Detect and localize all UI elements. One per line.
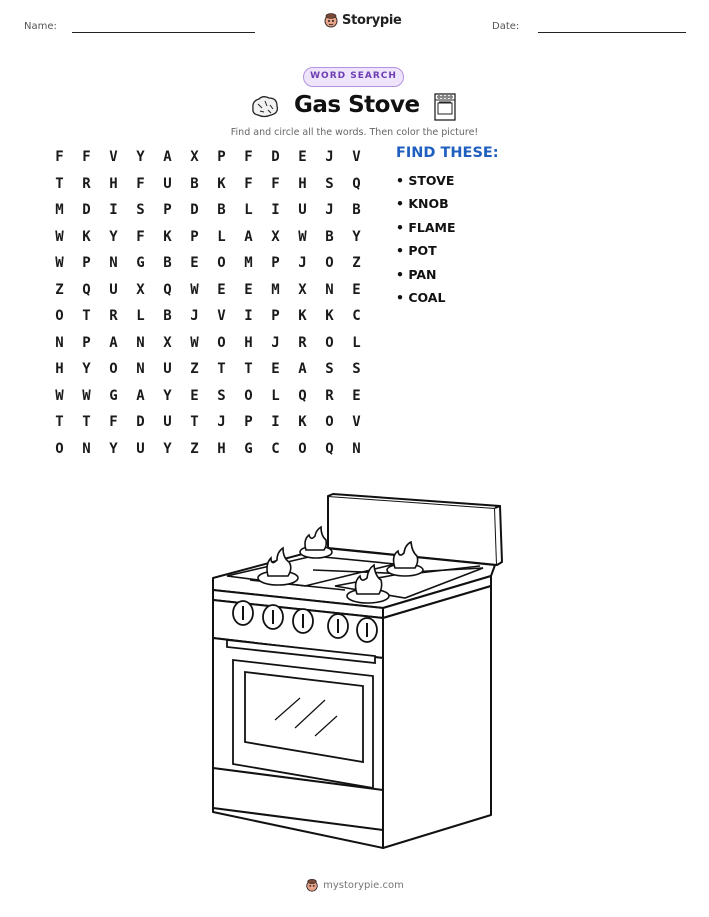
grid-letter[interactable]: L <box>136 308 145 324</box>
grid-letter[interactable]: W <box>82 387 91 404</box>
grid-letter[interactable]: M <box>244 255 253 271</box>
page-title: Gas Stove <box>294 92 420 118</box>
name-field-line[interactable] <box>72 32 255 33</box>
grid-letter[interactable]: F <box>136 175 145 192</box>
grid-letter[interactable]: K <box>163 228 172 245</box>
brand-logo <box>323 12 402 28</box>
gas-stove-coloring-picture <box>205 490 505 850</box>
grid-letter[interactable]: H <box>55 361 64 377</box>
grid-letter[interactable]: U <box>163 175 172 192</box>
grid-letter[interactable]: E <box>298 149 307 165</box>
grid-letter[interactable]: B <box>163 255 172 271</box>
grid-letter[interactable]: D <box>136 414 145 430</box>
word-list-item: • PAN <box>396 266 437 282</box>
grid-letter[interactable]: D <box>82 202 91 218</box>
grid-letter[interactable]: V <box>352 414 361 430</box>
word-list-item: • COAL <box>396 289 446 305</box>
word-search-grid[interactable] <box>46 146 370 464</box>
grid-letter[interactable]: N <box>109 255 118 271</box>
grid-letter[interactable]: Q <box>163 281 172 298</box>
grid-letter[interactable]: F <box>109 414 118 430</box>
grid-letter[interactable]: S <box>136 202 145 218</box>
instructions: Find and circle all the words. Then color the picture! <box>230 127 479 138</box>
grid-letter[interactable]: U <box>298 202 307 218</box>
grid-letter[interactable]: P <box>82 334 91 351</box>
grid-letter[interactable]: Y <box>352 228 361 245</box>
grid-letter[interactable]: G <box>109 387 118 404</box>
grid-letter[interactable]: D <box>271 149 280 165</box>
word-list-item: • FLAME <box>396 219 456 235</box>
grid-letter[interactable]: F <box>55 149 64 165</box>
grid-letter[interactable]: A <box>136 387 145 404</box>
grid-letter[interactable]: R <box>325 387 334 404</box>
grid-letter[interactable]: Q <box>82 281 91 298</box>
grid-letter[interactable]: S <box>352 361 361 377</box>
grid-letter[interactable]: L <box>352 334 361 351</box>
title-row <box>0 90 709 126</box>
grid-letter[interactable]: E <box>352 387 361 404</box>
name-label: Name: <box>24 21 57 32</box>
grid-letter[interactable]: X <box>271 228 280 245</box>
grid-letter[interactable]: R <box>298 334 307 351</box>
grid-letter[interactable]: R <box>109 308 118 324</box>
grid-letter[interactable]: Y <box>109 440 118 457</box>
grid-letter[interactable]: F <box>244 175 253 192</box>
date-label: Date: <box>492 21 520 32</box>
grid-letter[interactable]: C <box>352 308 361 324</box>
grid-letter[interactable]: H <box>244 334 253 351</box>
grid-letter[interactable]: X <box>136 281 145 298</box>
grid-letter[interactable]: Y <box>82 361 91 377</box>
coal-lump-icon <box>250 94 280 118</box>
find-heading: FIND THESE: <box>396 145 499 161</box>
grid-letter[interactable]: B <box>163 308 172 324</box>
grid-letter[interactable]: Q <box>325 440 334 457</box>
grid-letter[interactable]: Z <box>55 281 64 298</box>
grid-letter[interactable]: A <box>244 228 253 245</box>
storypie-mascot-icon <box>305 878 319 892</box>
footer-url[interactable]: mystorypie.com <box>323 879 404 891</box>
grid-letter[interactable]: T <box>244 361 253 377</box>
grid-letter[interactable]: C <box>271 440 280 457</box>
grid-letter[interactable]: V <box>109 149 118 165</box>
grid-letter[interactable]: T <box>190 414 199 430</box>
grid-letter[interactable]: B <box>217 202 226 218</box>
grid-letter[interactable]: Y <box>136 149 145 165</box>
grid-letter[interactable]: O <box>217 255 226 271</box>
grid-letter[interactable]: S <box>325 175 334 192</box>
grid-letter[interactable]: Z <box>352 255 361 271</box>
grid-letter[interactable]: P <box>244 414 253 430</box>
grid-letter[interactable]: P <box>82 255 91 271</box>
grid-letter[interactable]: T <box>217 361 226 377</box>
grid-letter[interactable]: N <box>136 334 145 351</box>
grid-letter[interactable]: D <box>190 202 199 218</box>
grid-letter[interactable]: Z <box>190 361 199 377</box>
grid-letter[interactable]: N <box>55 334 64 351</box>
grid-letter[interactable]: H <box>217 440 226 457</box>
grid-letter[interactable]: H <box>109 175 118 192</box>
grid-letter[interactable]: O <box>244 387 253 404</box>
grid-letter[interactable]: B <box>190 175 199 192</box>
grid-letter[interactable]: W <box>190 281 199 298</box>
grid-letter[interactable]: I <box>271 202 280 218</box>
grid-letter[interactable]: K <box>298 414 307 430</box>
grid-letter[interactable]: B <box>325 228 334 245</box>
grid-letter[interactable]: X <box>190 149 199 165</box>
grid-letter[interactable]: S <box>217 387 226 404</box>
grid-letter[interactable]: I <box>109 202 118 218</box>
grid-letter[interactable]: E <box>271 361 280 377</box>
grid-letter[interactable]: M <box>271 281 280 298</box>
word-list-item: • POT <box>396 243 437 259</box>
grid-letter[interactable]: K <box>217 175 226 192</box>
word-list <box>396 172 456 312</box>
grid-letter[interactable]: X <box>163 334 172 351</box>
grid-letter[interactable]: W <box>298 228 307 245</box>
grid-letter[interactable]: J <box>325 202 334 218</box>
grid-letter[interactable]: T <box>55 414 64 430</box>
grid-letter[interactable]: W <box>55 255 64 271</box>
grid-letter[interactable]: O <box>217 334 226 351</box>
grid-letter[interactable]: U <box>163 414 172 430</box>
grid-letter[interactable]: O <box>325 334 334 351</box>
grid-letter[interactable]: O <box>325 414 334 430</box>
grid-letter[interactable]: P <box>163 202 172 218</box>
grid-letter[interactable]: K <box>325 308 334 324</box>
grid-letter[interactable]: P <box>271 255 280 271</box>
grid-letter[interactable]: T <box>55 175 64 192</box>
grid-letter[interactable]: Y <box>109 228 118 245</box>
grid-letter[interactable]: A <box>109 334 118 351</box>
grid-letter[interactable]: O <box>55 308 64 324</box>
grid-letter[interactable]: U <box>136 440 145 457</box>
grid-letter[interactable]: N <box>136 361 145 377</box>
stove-icon <box>432 92 458 122</box>
grid-letter[interactable]: O <box>298 440 307 457</box>
grid-letter[interactable]: A <box>298 361 307 377</box>
grid-letter[interactable]: L <box>244 202 253 218</box>
storypie-mascot-icon <box>323 12 339 28</box>
grid-letter[interactable]: X <box>298 281 307 298</box>
grid-letter[interactable]: Y <box>163 387 172 404</box>
grid-letter[interactable]: G <box>136 255 145 271</box>
grid-letter[interactable]: F <box>244 149 253 165</box>
grid-letter[interactable]: T <box>82 308 91 324</box>
grid-letter[interactable]: F <box>271 175 280 192</box>
grid-letter[interactable]: W <box>55 228 64 245</box>
grid-letter[interactable]: J <box>271 334 280 351</box>
grid-letter[interactable]: V <box>217 308 226 324</box>
grid-letter[interactable]: Q <box>298 387 307 404</box>
grid-letter[interactable]: N <box>352 440 361 457</box>
grid-letter[interactable]: I <box>271 414 280 430</box>
grid-letter[interactable]: K <box>82 228 91 245</box>
grid-letter[interactable]: W <box>190 334 199 351</box>
grid-letter[interactable]: P <box>271 308 280 324</box>
brand-name: Storypie <box>342 12 402 28</box>
grid-letter[interactable]: W <box>55 387 64 404</box>
grid-letter[interactable]: H <box>298 175 307 192</box>
word-list-item: • KNOB <box>396 196 449 212</box>
grid-letter[interactable]: R <box>82 175 91 192</box>
grid-letter[interactable]: E <box>244 281 253 298</box>
grid-letter[interactable]: J <box>217 414 226 430</box>
grid-letter[interactable]: K <box>298 308 307 324</box>
grid-letter[interactable]: L <box>217 228 226 245</box>
grid-letter[interactable]: Z <box>190 440 199 457</box>
word-list-item: • STOVE <box>396 173 455 188</box>
grid-letter[interactable]: A <box>163 149 172 165</box>
grid-letter[interactable]: F <box>136 228 145 245</box>
grid-letter[interactable]: M <box>55 202 64 218</box>
date-field-line[interactable] <box>538 32 686 33</box>
grid-letter[interactable]: G <box>244 440 253 457</box>
grid-letter[interactable]: L <box>271 387 280 404</box>
grid-letter[interactable]: E <box>190 255 199 271</box>
grid-letter[interactable]: O <box>55 440 64 457</box>
grid-letter[interactable]: I <box>244 308 253 324</box>
grid-letter[interactable]: S <box>325 361 334 377</box>
grid-letter[interactable]: E <box>352 281 361 298</box>
grid-letter[interactable]: E <box>217 281 226 298</box>
grid-letter[interactable]: U <box>163 361 172 377</box>
grid-letter[interactable]: O <box>325 255 334 271</box>
grid-letter[interactable]: F <box>82 149 91 165</box>
worksheet-header <box>0 0 709 50</box>
grid-letter[interactable]: Q <box>352 175 361 192</box>
grid-letter[interactable]: T <box>82 414 91 430</box>
grid-letter[interactable]: V <box>352 149 361 165</box>
grid-letter[interactable]: P <box>217 149 226 165</box>
word-search-badge: WORD SEARCH <box>303 67 404 87</box>
footer <box>0 878 709 892</box>
grid-letter[interactable]: O <box>109 361 118 377</box>
grid-letter[interactable]: Y <box>163 440 172 457</box>
grid-letter[interactable]: B <box>352 202 361 218</box>
grid-letter[interactable]: P <box>190 228 199 245</box>
grid-letter[interactable]: N <box>325 281 334 298</box>
grid-letter[interactable]: J <box>190 308 199 324</box>
grid-letter[interactable]: U <box>109 281 118 298</box>
grid-letter[interactable]: E <box>190 387 199 404</box>
grid-letter[interactable]: N <box>82 440 91 457</box>
grid-letter[interactable]: J <box>325 149 334 165</box>
grid-letter[interactable]: J <box>298 255 307 271</box>
